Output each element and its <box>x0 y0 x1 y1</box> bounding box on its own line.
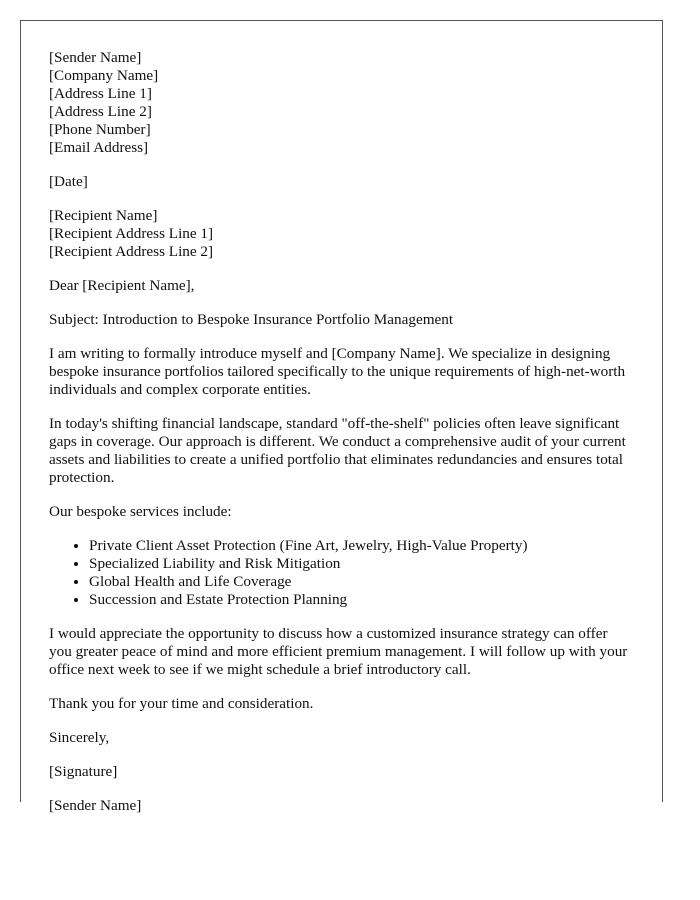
services-list <box>49 537 634 609</box>
sender-name: [Sender Name] <box>49 49 142 66</box>
body-paragraph-intro: I am writing to formally introduce myself and [Company Name]. We specialize in designing bespoke insurance portfolios tailored specifically to the unique requirements of high-net-worth individuals and complex corporate entities. <box>49 345 626 398</box>
sender-email: [Email Address] <box>49 139 149 156</box>
recipient-address-line-2: [Recipient Address Line 2] <box>49 243 214 260</box>
sender-phone: [Phone Number] <box>49 121 151 138</box>
services-list-item: • Succession and Estate Protection Planning <box>89 591 634 609</box>
sender-name-footer: [Sender Name] <box>49 797 142 814</box>
services-list-item: • Global Health and Life Coverage <box>89 573 634 591</box>
sender-company: [Company Name] <box>49 67 159 84</box>
body-paragraph-services-intro: Our bespoke services include: <box>49 503 232 520</box>
letter-date: [Date] <box>49 173 88 190</box>
body-paragraph-approach: In today's shifting financial landscape, standard "off-the-shelf" policies often leave significant gaps in coverage. Our approach is different. We conduct a comprehensive audit of your current assets and liabilities to create a unified portfolio that eliminates redundancies and ensures total protection. <box>49 415 626 486</box>
salutation: Dear [Recipient Name], <box>49 277 195 294</box>
services-list-item: • Private Client Asset Protection (Fine Art, Jewelry, High-Value Property) <box>89 537 634 555</box>
thanks-line: Thank you for your time and consideration. <box>49 695 314 712</box>
letter-content <box>49 49 634 831</box>
signature-placeholder: [Signature] <box>49 763 118 780</box>
date-block <box>49 173 634 191</box>
sender-address-line-1: [Address Line 1] <box>49 85 152 102</box>
recipient-address-line-1: [Recipient Address Line 1] <box>49 225 214 242</box>
services-list-item: • Specialized Liability and Risk Mitigation <box>89 555 634 573</box>
sender-block <box>49 49 634 157</box>
body-paragraph-closing: I would appreciate the opportunity to discuss how a customized insurance strategy can offer you greater peace of mind and more efficient premium management. I will follow up with your office next week to see if we might schedule a brief introductory call. <box>49 625 628 678</box>
recipient-block <box>49 207 634 261</box>
subject-line: Subject: Introduction to Bespoke Insurance Portfolio Management <box>49 311 454 328</box>
recipient-name: [Recipient Name] <box>49 207 158 224</box>
signoff: Sincerely, <box>49 729 110 746</box>
letter-page <box>20 20 663 814</box>
sender-address-line-2: [Address Line 2] <box>49 103 152 120</box>
